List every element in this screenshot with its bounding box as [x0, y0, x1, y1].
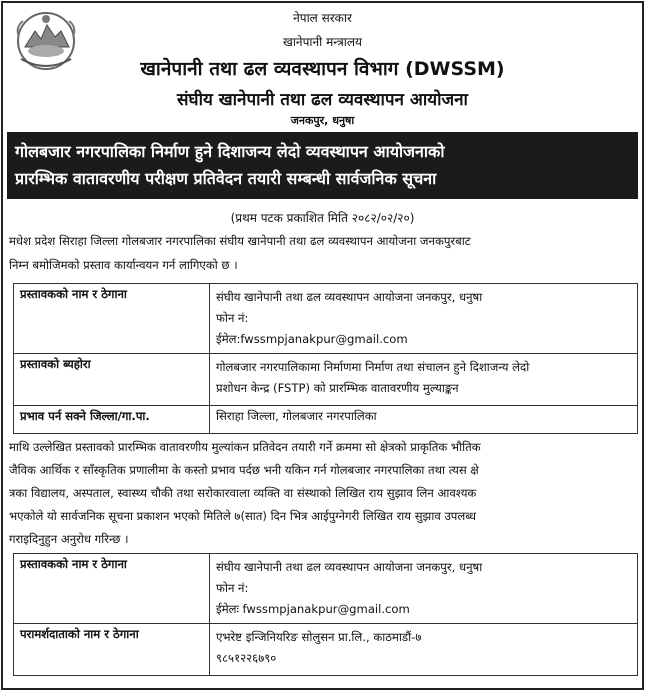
consultant-label: परामर्शदाताको नाम र ठेगाना: [14, 624, 210, 676]
publication-date: (प्रथम पटक प्रकाशित मिति २०८२/०२/२०): [230, 211, 415, 225]
banner-line-2: प्रारम्भिक वातावरणीय परीक्षण प्रतिवेदन तयारी सम्बन्धी सार्वजनिक सूचना: [15, 169, 437, 188]
proponent-value-2: [210, 554, 638, 624]
proposal-table: [13, 283, 638, 434]
table-row: [14, 554, 638, 624]
table-row: [14, 284, 638, 354]
proposal-line-2: प्रशोधन केन्द्र (FSTP) को प्रारम्भिक वातावरणीय मुल्याङ्कन: [216, 381, 459, 395]
project-location: जनकपुर, धनुषा: [290, 114, 355, 127]
notice-banner: [7, 132, 638, 199]
proposal-line-1: गोलबजार नगरपालिकामा निर्माणमा निर्माण तथा संचालन हुने दिशाजन्य लेदो: [216, 360, 530, 374]
proposal-label: प्रस्तावको ब्यहोरा: [14, 354, 210, 406]
affected-area-value: सिराहा जिल्ला, गोलबजार नगरपालिका: [210, 406, 638, 434]
body-line-5: गराइदिनुहुन अनुरोध गरिन्छ ।: [9, 532, 129, 546]
consultant-phone: ९८५१२२६७९०: [216, 651, 277, 665]
body-line-4: भएकोले यो सार्वजनिक सूचना प्रकाशन भएको मितिले ७(सात) दिन भित्र आईपुग्नेगरी लिखित राय सुझाव उपलब्ध: [9, 509, 477, 523]
proponent-name-2: संघीय खानेपानी तथा ढल व्यवस्थापन आयोजना जनकपुर, धनुषा: [216, 560, 483, 574]
ministry-name: खानेपानी मन्त्रालय: [283, 35, 362, 49]
table-row: [14, 354, 638, 406]
proponent-name: संघीय खानेपानी तथा ढल व्यवस्थापन आयोजना जनकपुर, धनुषा: [216, 290, 483, 304]
proponent-phone-2: फोन नं:: [216, 581, 249, 595]
proponent-value: [210, 284, 638, 354]
intro-paragraph: [9, 229, 636, 277]
consultant-value: [210, 624, 638, 676]
body-line-3: त्रका विद्यालय, अस्पताल, स्वास्थ्य चौकी तथा सरोकारवाला व्यक्ति वा संस्थाको लिखित राय सुझाव लिन आवश्यक: [9, 486, 477, 500]
body-line-2: जैविक आर्थिक र साँस्कृतिक प्रणालीमा के कस्तो प्रभाव पर्दछ भनी यकिन गर्न गोलबजार नगरपालिका तथा त्यस क्षे: [9, 463, 479, 477]
intro-line-2: निम्न बमोजिमको प्रस्ताव कार्यान्वयन गर्न लागिएको छ ।: [9, 258, 238, 272]
notice-page: [1, 1, 644, 690]
proposal-value: [210, 354, 638, 406]
proponent-label-2: प्रस्तावकको नाम र ठेगाना: [14, 554, 210, 624]
proponent-email: ईमेल:fwssmpjanakpur@gmail.com: [216, 332, 408, 346]
affected-area-label: प्रभाव पर्न सक्ने जिल्ला/गा.पा.: [14, 406, 210, 434]
body-line-1: माथि उल्लेखित प्रस्तावको प्रारम्भिक वातावरणीय मुल्यांकन प्रतिवेदन तयारी गर्ने क्रममा सो क्षेत्रको प्राकृतिक भौतिक: [9, 440, 481, 454]
request-paragraph: [9, 436, 636, 551]
department-title: खानेपानी तथा ढल व्यवस्थापन विभाग (DWSSM): [140, 58, 505, 80]
consultant-name: एभरेष्ट इन्जिनियरिङ सोलुसन प्रा.लि., काठमाडौं-७: [216, 630, 422, 644]
table-row: [14, 406, 638, 434]
contact-table: [13, 553, 638, 676]
notice-header: [3, 3, 642, 131]
intro-line-1: मधेश प्रदेश सिराहा जिल्ला गोलबजार नगरपालिका संघीय खानेपानी तथा ढल व्यवस्थापन आयोजना जनकपुरबाट: [9, 234, 471, 248]
proponent-phone: फोन नं:: [216, 311, 249, 325]
table-row: [14, 624, 638, 676]
proponent-label: प्रस्तावकको नाम र ठेगाना: [14, 284, 210, 354]
government-name: नेपाल सरकार: [293, 11, 352, 25]
project-title: संघीय खानेपानी तथा ढल व्यवस्थापन आयोजना: [177, 90, 468, 110]
banner-line-1: गोलबजार नगरपालिका निर्माण हुने दिशाजन्य लेदो व्यवस्थापन आयोजनाको: [15, 142, 445, 161]
proponent-email-2: ईमेलः fwssmpjanakpur@gmail.com: [216, 602, 410, 616]
